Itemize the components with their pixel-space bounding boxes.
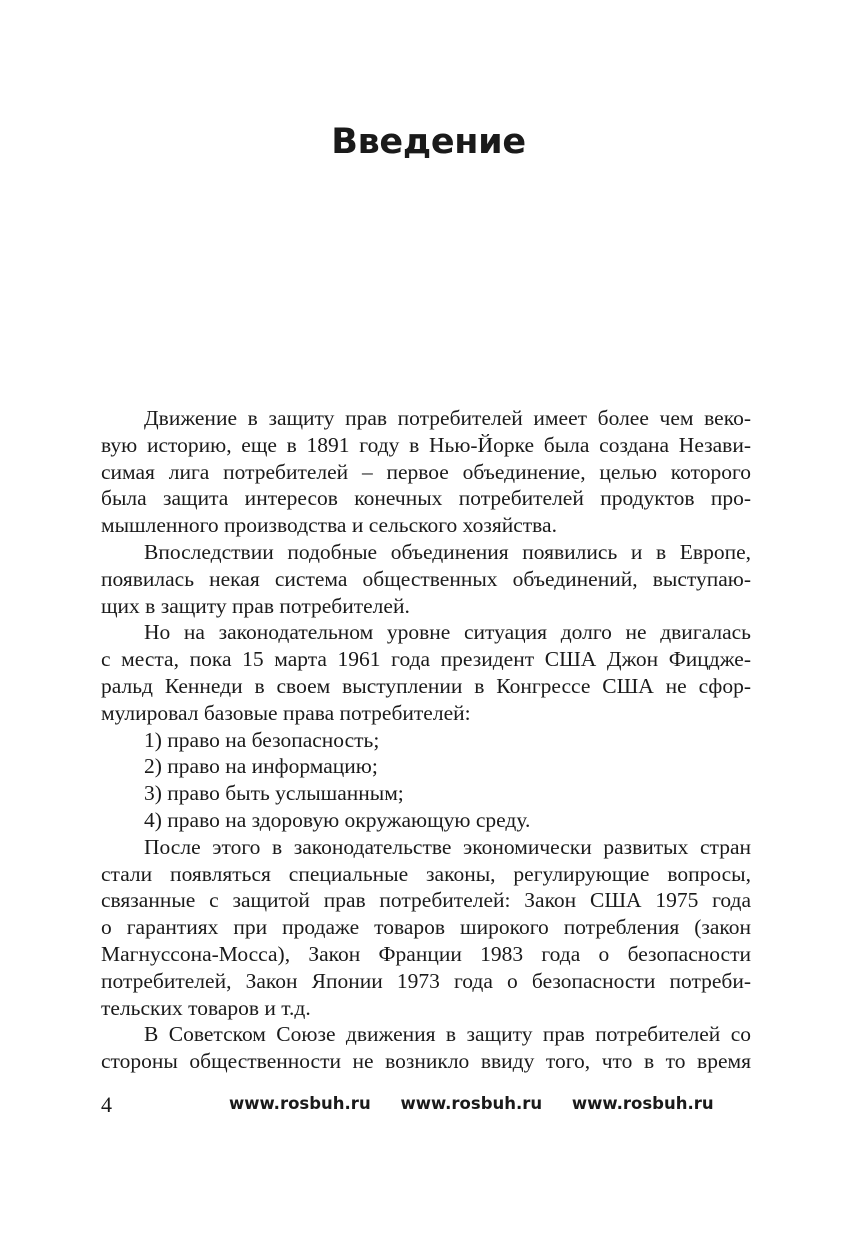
text-line: была защита интересов конечных потребителей продуктов про- [101,486,751,511]
text-line: мулировал базовые права потребителей: [101,700,471,725]
text-line: Движение в защиту прав потребителей имеет более чем веко- [144,406,751,430]
paragraph [101,619,751,726]
page-title: Введение [331,122,526,162]
text-line: стороны общественности не возникло ввиду того, что в то время [101,1049,751,1074]
text-line: щих в защиту прав потребителей. [101,593,410,618]
footer-links [229,1094,714,1113]
text-line: появилась некая система общественных объединений, выступаю- [101,566,751,591]
rights-list [101,727,751,834]
text-line: Но на законодательном уровне ситуация долго не двигалась [144,620,751,645]
paragraph [101,405,751,539]
text-line: После этого в законодательстве экономически развитых стран [144,834,751,859]
list-item: 2) право на информацию; [144,754,378,779]
list-item: 4) право на здоровую окружающую среду. [144,807,531,832]
footer-link[interactable]: www.rosbuh.ru [229,1094,371,1113]
paragraph [101,1021,751,1075]
text-line: ральд Кеннеди в своем выступлении в Конгрессе США не сфор- [101,673,751,698]
text-line: Магнуссона-Мосса), Закон Франции 1983 года о безопасности [101,941,751,966]
body-text [101,405,751,1075]
text-line: с места, пока 15 марта 1961 года президент США Джон Фицдже- [101,647,751,672]
text-line: о гарантиях при продаже товаров широкого потребления (закон [101,915,751,940]
text-line: В Советском Союзе движения в защиту прав потребителей со [144,1022,751,1047]
text-line: Впоследствии подобные объединения появились и в Европе, [144,539,751,564]
text-line: вую историю, еще в 1891 году в Нью-Йорке была создана Незави- [101,432,751,457]
paragraph [101,834,751,1022]
text-line: потребителей, Закон Японии 1973 года о безопасности потреби- [101,968,751,993]
paragraph [101,539,751,619]
text-line: тельских товаров и т.д. [101,995,311,1020]
footer-link[interactable]: www.rosbuh.ru [400,1094,543,1113]
text-line: симая лига потребителей – первое объединение, целью которого [101,459,751,484]
text-line: связанные с защитой прав потребителей: Закон США 1975 года [101,888,751,913]
page-number: 4 [101,1092,112,1117]
page-footer [101,1092,751,1118]
list-item: 3) право быть услышанным; [144,781,404,806]
text-line: мышленного производства и сельского хозяйства. [101,513,557,538]
text-line: стали появляться специальные законы, регулирующие вопросы, [101,861,751,886]
footer-link[interactable]: www.rosbuh.ru [571,1094,714,1113]
list-item: 1) право на безопасность; [144,727,380,752]
